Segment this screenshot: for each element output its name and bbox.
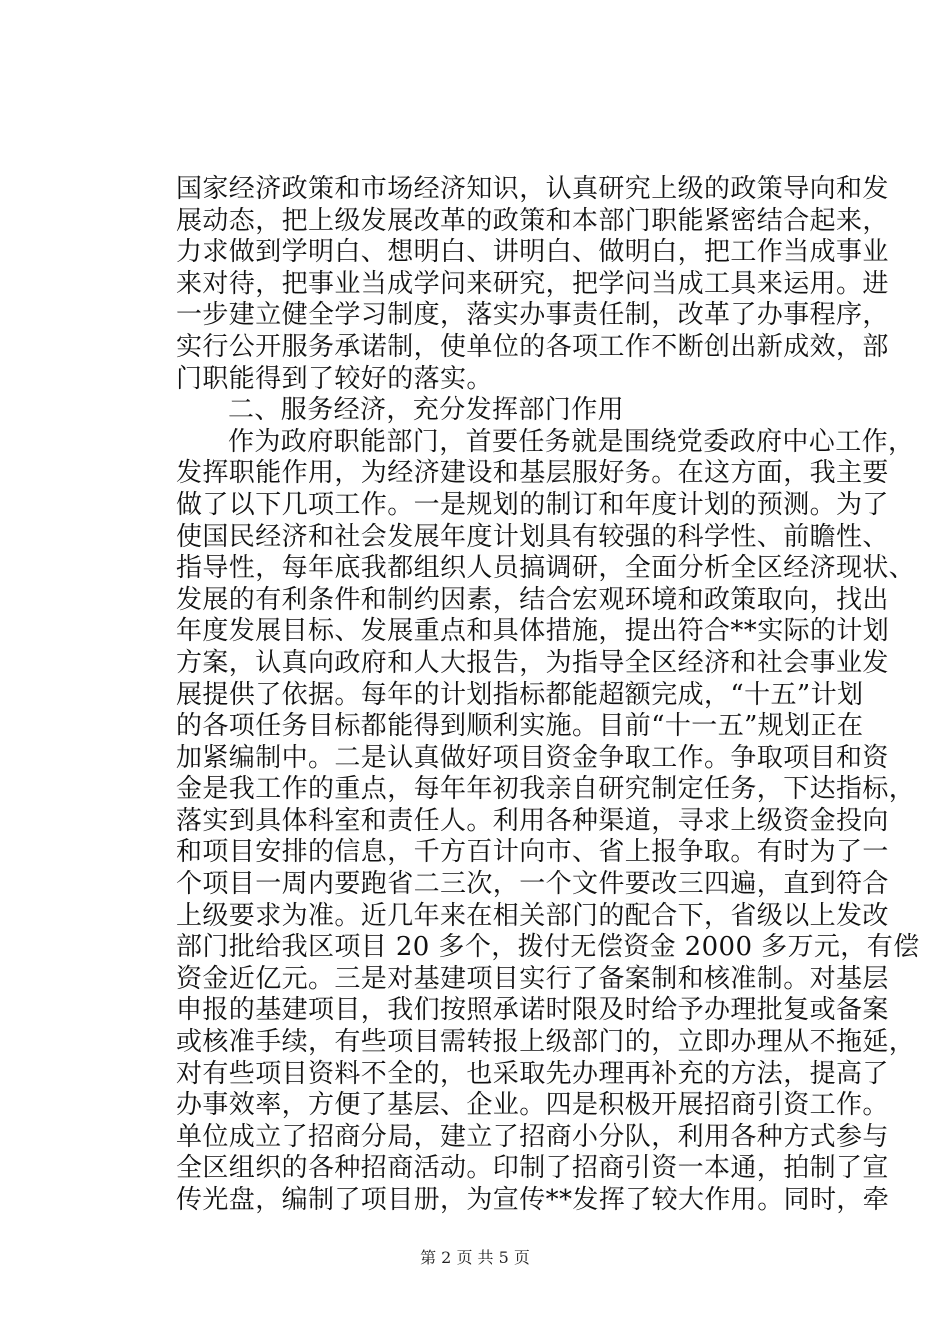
body-text [176,174,920,1217]
text-line: 上级要求为准。近几年来在相关部门的配合下，省级以上发改 [176,900,889,931]
text-line: 加紧编制中。二是认真做好项目资金争取工作。争取项目和资 [176,742,889,773]
text-line: 对有些项目资料不全的，也采取先办理再补充的方法，提高了 [176,1058,889,1089]
text-line: 一步建立健全学习制度，落实办事责任制，改革了办事程序， [176,300,889,331]
text-line: 年度发展目标、发展重点和具体措施，提出符合**实际的计划 [176,616,890,647]
text-line: 力求做到学明白、想明白、讲明白、做明白，把工作当成事业 [176,237,889,268]
text-line: 金是我工作的重点，每年年初我亲自研究制定任务，下达指标， [176,774,916,805]
text-line: 资金近亿元。三是对基建项目实行了备案制和核准制。对基层 [176,963,889,994]
text-line: 落实到具体科室和责任人。利用各种渠道，寻求上级资金投向 [176,805,889,836]
text-line: 做了以下几项工作。一是规划的制订和年度计划的预测。为了 [176,489,889,520]
text-line: 来对待，把事业当成学问来研究，把学问当成工具来运用。进 [176,268,889,299]
text-line: 全区组织的各种招商活动。印制了招商引资一本通，拍制了宣 [176,1153,889,1184]
text-line: 实行公开服务承诺制，使单位的各项工作不断创出新成效，部 [176,331,889,362]
text-line: 办事效率，方便了基层、企业。四是积极开展招商引资工作。 [176,1090,889,1121]
text-line: 二、服务经济，充分发挥部门作用 [228,395,625,426]
text-line: 的各项任务目标都能得到顺利实施。目前“十一五”规划正在 [176,711,864,742]
text-line: 传光盘，编制了项目册，为宣传**发挥了较大作用。同时，牵 [176,1185,890,1215]
text-line: 或核准手续，有些项目需转报上级部门的，立即办理从不拖延， [176,1027,916,1058]
text-line: 使国民经济和社会发展年度计划具有较强的科学性、前瞻性、 [176,521,889,552]
text-line: 部门批给我区项目 20 多个，拨付无偿资金 2000 多万元，有偿 [176,932,920,963]
text-line: 申报的基建项目，我们按照承诺时限及时给予办理批复或备案 [176,995,889,1026]
text-line: 发挥职能作用，为经济建设和基层服好务。在这方面，我主要 [176,458,889,489]
text-line: 单位成立了招商分局，建立了招商小分队，利用各种方式参与 [176,1121,889,1152]
text-line: 展动态，把上级发展改革的政策和本部门职能紧密结合起来， [176,205,889,236]
text-line: 发展的有利条件和制约因素，结合宏观环境和政策取向，找出 [176,584,889,615]
text-line: 展提供了依据。每年的计划指标都能超额完成，“十五”计划 [176,679,864,710]
text-line: 门职能得到了较好的落实。 [176,363,493,394]
text-line: 作为政府职能部门，首要任务就是围绕党委政府中心工作， [228,426,915,457]
page-footer: 第 2 页 共 5 页 [420,1248,530,1267]
text-line: 和项目安排的信息，千方百计向市、省上报争取。有时为了一 [176,837,889,868]
text-line: 指导性，每年底我都组织人员搞调研，全面分析全区经济现状、 [176,553,916,584]
text-line: 方案，认真向政府和人大报告，为指导全区经济和社会事业发 [176,647,889,678]
text-line: 个项目一周内要跑省二三次，一个文件要改三四遍，直到符合 [176,869,889,900]
text-line: 国家经济政策和市场经济知识，认真研究上级的政策导向和发 [176,174,889,204]
